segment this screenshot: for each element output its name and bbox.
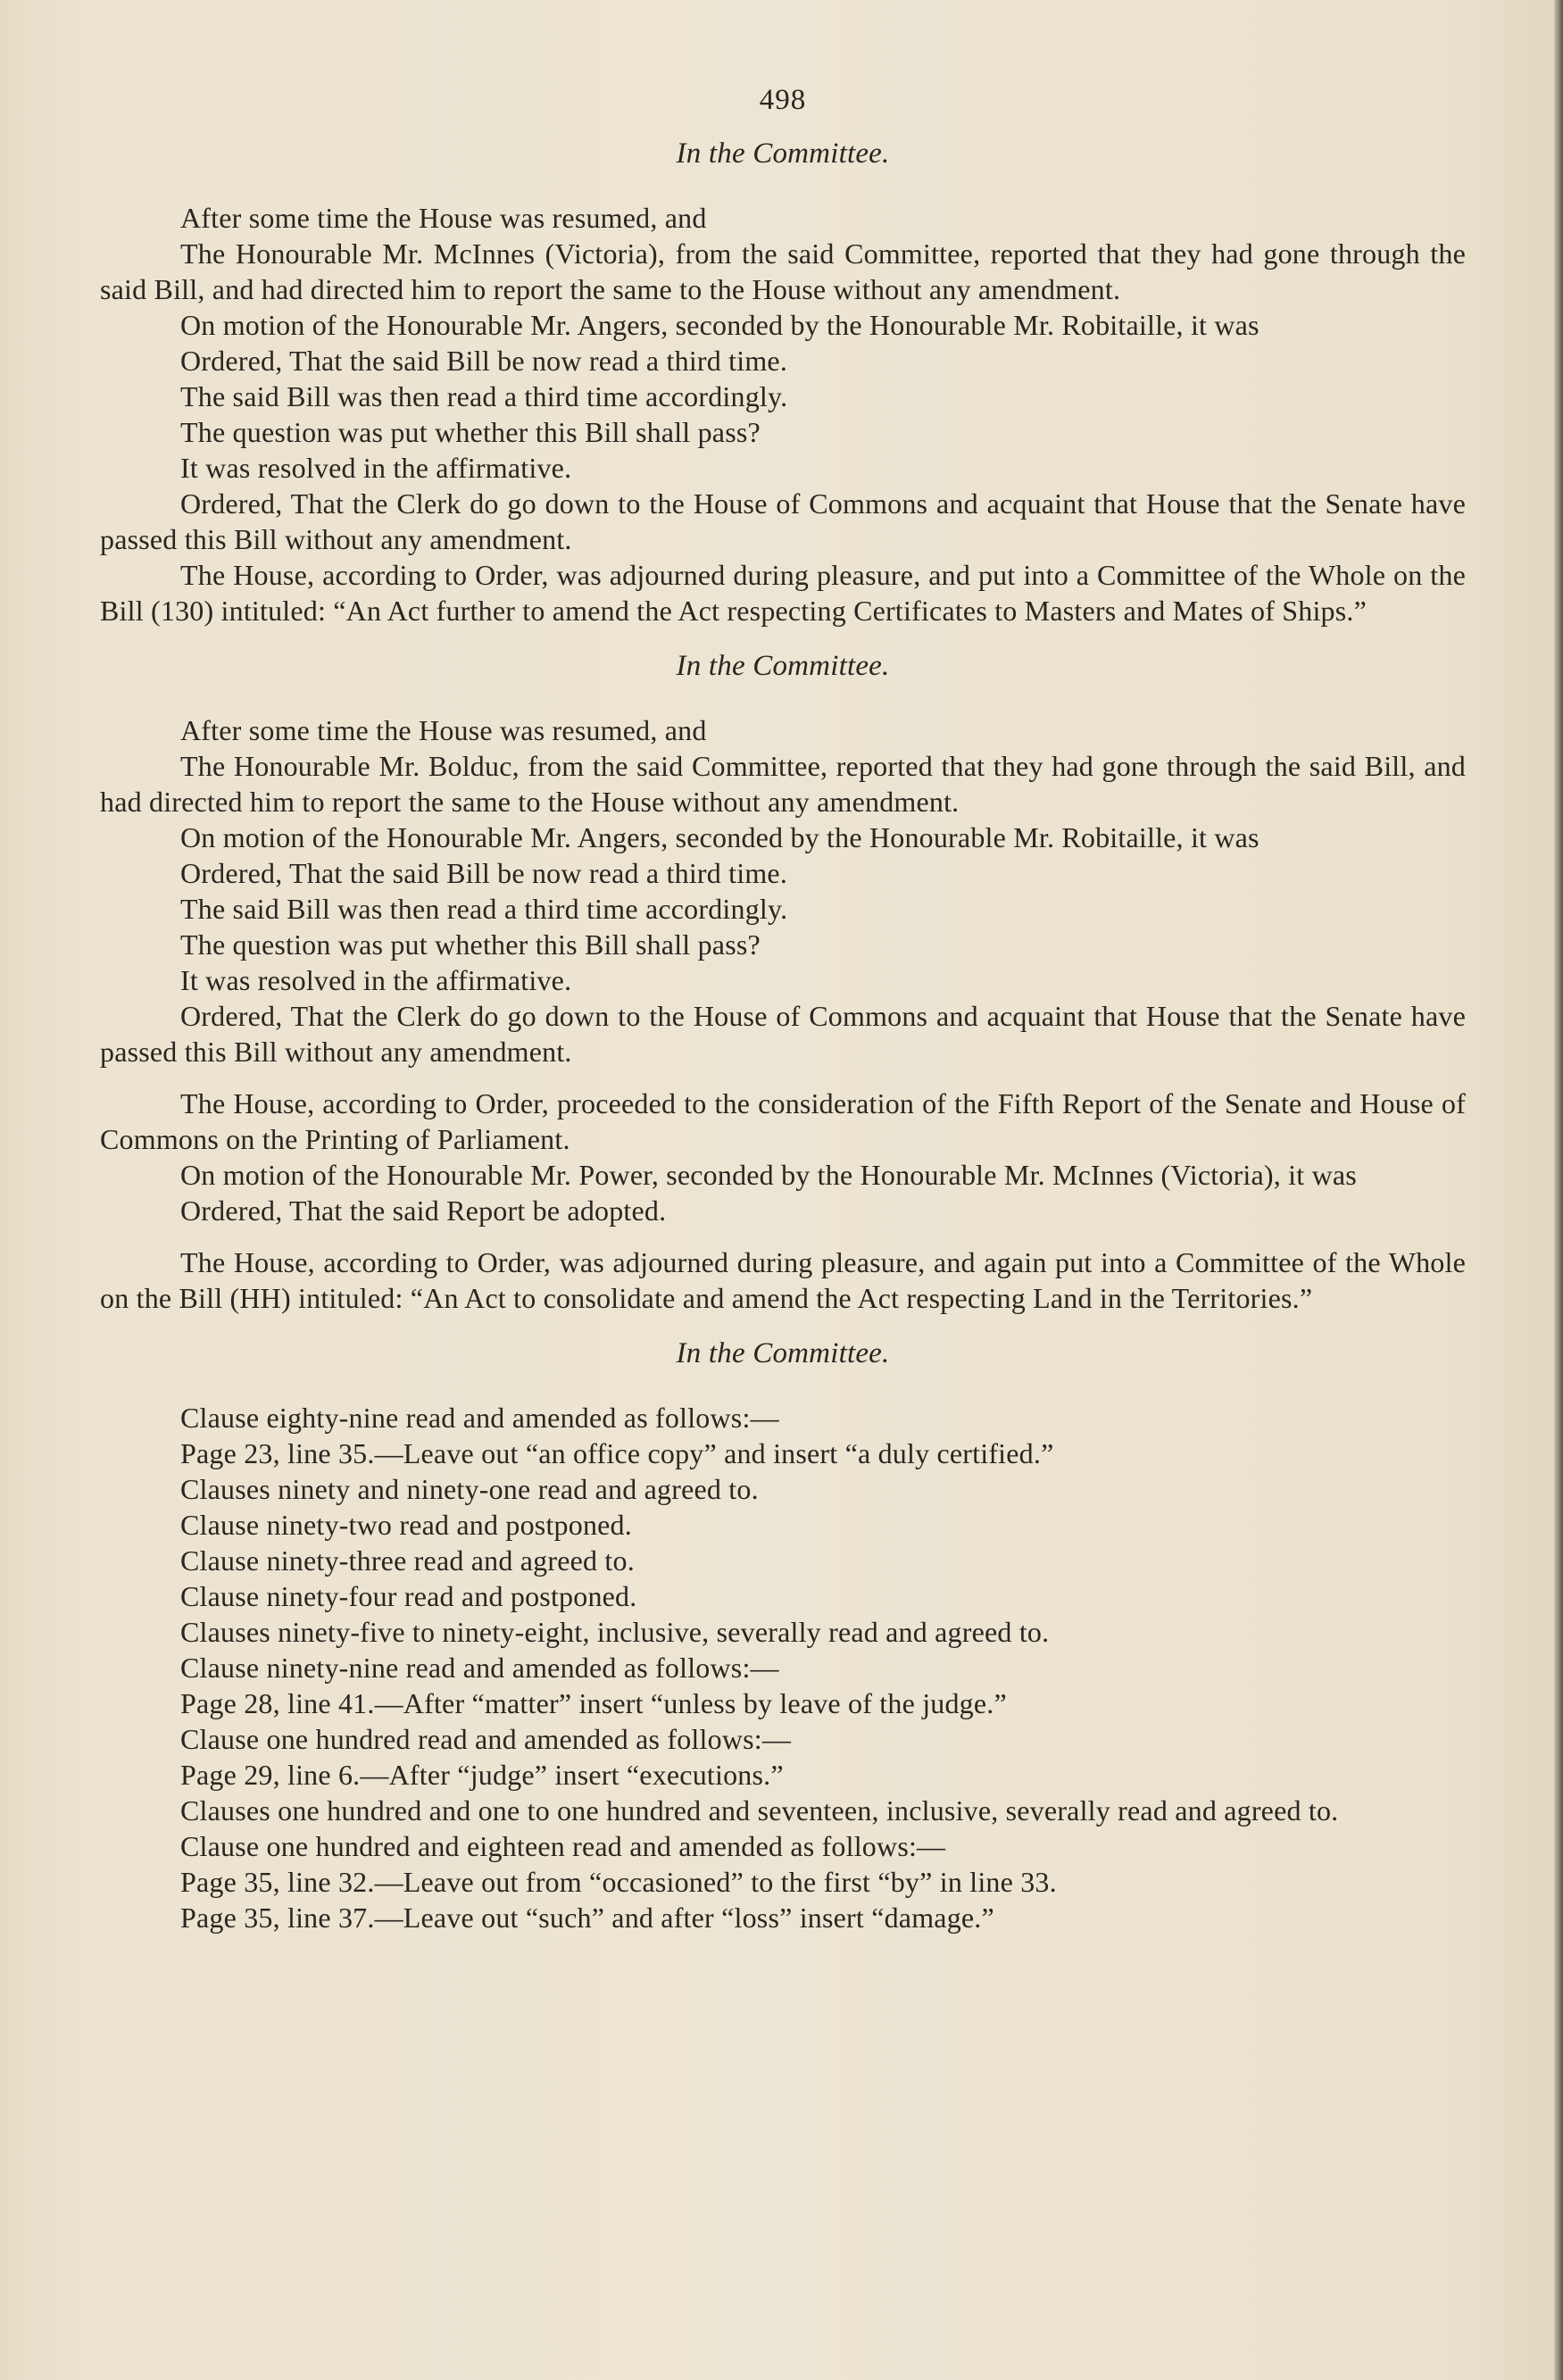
paragraph-gap	[100, 1228, 1466, 1244]
paragraph: Ordered, That the said Report be adopted.	[180, 1194, 667, 1227]
paragraph: Page 23, line 35.—Leave out “an office copy” and insert “a duly certified.”	[180, 1437, 1054, 1469]
paragraph: The question was put whether this Bill shall pass?	[180, 928, 761, 961]
paragraph: Ordered, That the Clerk do go down to the House of Commons and acquaint that House that the Senate have passed this Bill without any amendment.	[100, 1000, 1466, 1068]
paragraph: Ordered, That the said Bill be now read a third time.	[180, 857, 788, 889]
paragraph: Clause eighty-nine read and amended as follows:—	[180, 1402, 779, 1434]
paragraph: Page 35, line 32.—Leave out from “occasioned” to the first “by” in line 33.	[180, 1866, 1057, 1898]
section-heading: In the Committee.	[676, 137, 890, 170]
page-edge-shadow	[1554, 0, 1563, 2380]
section-heading: In the Committee.	[676, 650, 890, 682]
paragraph: Page 28, line 41.—After “matter” insert “unless by leave of the judge.”	[180, 1687, 1007, 1719]
paragraph: On motion of the Honourable Mr. Power, seconded by the Honourable Mr. McInnes (Victoria), it was	[180, 1159, 1357, 1191]
page-content	[100, 82, 1466, 1935]
paragraph: Clause one hundred and eighteen read and amended as follows:—	[180, 1830, 946, 1862]
paragraph: The Honourable Mr. McInnes (Victoria), from the said Committee, reported that they had gone through the said Bill, and had directed him to report the same to the House without any amendment.	[100, 237, 1466, 305]
paragraph: Ordered, That the said Bill be now read a third time.	[180, 345, 788, 377]
paragraph: Clauses ninety and ninety-one read and agreed to.	[180, 1473, 759, 1505]
paragraph: The House, according to Order, was adjourned during pleasure, and again put into a Committee of the Whole on the Bill (HH) intituled: “An Act to consolidate and amend the Act respecting Land in the Territories.”	[100, 1246, 1466, 1314]
paragraph: Clauses one hundred and one to one hundred and seventeen, inclusive, severally read and agreed to.	[180, 1794, 1339, 1827]
paragraph: Page 35, line 37.—Leave out “such” and after “loss” insert “damage.”	[180, 1902, 994, 1934]
paragraph: Clauses ninety-five to ninety-eight, inclusive, severally read and agreed to.	[180, 1616, 1050, 1648]
paragraph: Page 29, line 6.—After “judge” insert “executions.”	[180, 1759, 784, 1791]
paragraph: Ordered, That the Clerk do go down to the House of Commons and acquaint that House that the Senate have passed this Bill without any amendment.	[100, 487, 1466, 555]
paragraph: The House, according to Order, proceeded to the consideration of the Fifth Report of the Senate and House of Commons on the Printing of Parliament.	[100, 1087, 1466, 1155]
paragraph: Clause ninety-nine read and amended as follows:—	[180, 1652, 779, 1684]
paragraph: Clause ninety-four read and postponed.	[180, 1580, 637, 1612]
paragraph-gap	[100, 1069, 1466, 1086]
paragraph: It was resolved in the affirmative.	[180, 964, 572, 996]
paragraph: Clause one hundred read and amended as follows:—	[180, 1723, 792, 1755]
paragraph: The said Bill was then read a third time accordingly.	[180, 380, 788, 412]
page-number: 498	[759, 84, 807, 116]
paragraph: On motion of the Honourable Mr. Angers, seconded by the Honourable Mr. Robitaille, it was	[180, 821, 1260, 853]
section-heading: In the Committee.	[676, 1337, 890, 1369]
paragraph: It was resolved in the affirmative.	[180, 452, 572, 484]
paragraph: The said Bill was then read a third time accordingly.	[180, 893, 788, 925]
paragraph: After some time the House was resumed, and	[180, 202, 707, 234]
paragraph: The Honourable Mr. Bolduc, from the said Committee, reported that they had gone through the said Bill, and had directed him to report the same to the House without any amendment.	[100, 750, 1466, 818]
paragraph: The question was put whether this Bill shall pass?	[180, 416, 761, 448]
paragraph: The House, according to Order, was adjourned during pleasure, and put into a Committee of the Whole on the Bill (130) intituled: “An Act further to amend the Act respecting Certificates to Masters and Mates of Ships.”	[100, 559, 1466, 627]
paragraph: On motion of the Honourable Mr. Angers, seconded by the Honourable Mr. Robitaille, it was	[180, 309, 1260, 341]
paragraph: Clause ninety-two read and postponed.	[180, 1509, 632, 1541]
paragraph: Clause ninety-three read and agreed to.	[180, 1544, 635, 1577]
paragraph: After some time the House was resumed, and	[180, 714, 707, 746]
